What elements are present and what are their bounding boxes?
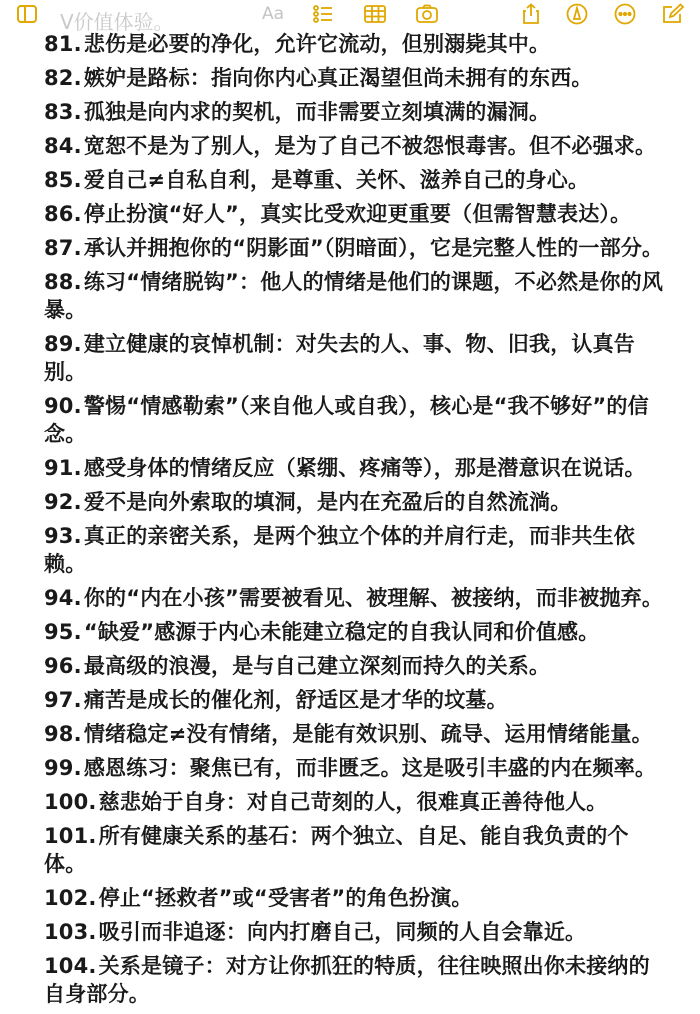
item-number: 87. <box>44 236 82 260</box>
item-text: 真正的亲密关系，是两个独立个体的并肩行走，而非共生依赖。 <box>44 524 636 576</box>
list-item <box>44 234 666 262</box>
notes-toolbar <box>0 0 700 34</box>
item-text: 宽恕不是为了别人，是为了自己不被怨恨毒害。但不必强求。 <box>83 134 657 158</box>
scrolled-text-line: V价值体验。 <box>60 10 174 34</box>
item-text: 爱不是向外索取的填洞，是内在充盈后的自然流淌。 <box>83 490 572 514</box>
item-number: 96. <box>44 654 82 678</box>
item-number: 92. <box>44 490 82 514</box>
list-item <box>44 488 666 516</box>
item-number: 83. <box>44 100 82 124</box>
list-item <box>44 330 666 386</box>
item-text: 孤独是向内求的契机，而非需要立刻填满的漏洞。 <box>83 100 551 124</box>
list-item <box>44 720 666 748</box>
list-item <box>44 884 666 912</box>
table-icon[interactable] <box>362 2 388 26</box>
item-text: 悲伤是必要的净化，允许它流动，但别溺毙其中。 <box>83 32 551 56</box>
text-format-icon[interactable]: Aa <box>262 4 285 24</box>
item-text: 嫉妒是路标：指向你内心真正渴望但尚未拥有的东西。 <box>83 66 593 90</box>
share-icon[interactable] <box>518 2 544 26</box>
item-number: 85. <box>44 168 82 192</box>
item-number: 97. <box>44 688 82 712</box>
list-item <box>44 918 666 946</box>
item-number: 91. <box>44 456 82 480</box>
item-text: 建立健康的哀悼机制：对失去的人、事、物、旧我，认真告别。 <box>44 332 636 384</box>
camera-icon[interactable] <box>414 2 440 26</box>
list-item <box>44 64 666 92</box>
item-text: 感受身体的情绪反应（紧绷、疼痛等），那是潜意识在说话。 <box>83 456 646 480</box>
item-number: 82. <box>44 66 82 90</box>
item-text: 最高级的浪漫，是与自己建立深刻而持久的关系。 <box>83 654 551 678</box>
item-text: 痛苦是成长的催化剂，舒适区是才华的坟墓。 <box>83 688 508 712</box>
item-number: 81. <box>44 32 82 56</box>
item-text: 停止扮演“好人”，真实比受欢迎更重要（但需智慧表达）。 <box>83 202 632 226</box>
item-number: 89. <box>44 332 82 356</box>
item-text: 所有健康关系的基石：两个独立、自足、能自我负责的个体。 <box>44 824 629 876</box>
list-item <box>44 392 666 448</box>
item-number: 93. <box>44 524 82 548</box>
item-number: 98. <box>44 722 82 746</box>
item-number: 99. <box>44 756 82 780</box>
item-number: 90. <box>44 394 82 418</box>
list-item <box>44 454 666 482</box>
list-item <box>44 132 666 160</box>
list-item <box>44 166 666 194</box>
list-item <box>44 584 666 612</box>
item-number: 100. <box>44 790 97 814</box>
item-text: 你的“内在小孩”需要被看见、被理解、被接纳，而非被抛弃。 <box>83 586 664 610</box>
item-text: 爱自己≠自私自利，是尊重、关怀、滋养自己的身心。 <box>83 168 590 192</box>
item-number: 84. <box>44 134 82 158</box>
list-item <box>44 618 666 646</box>
list-item <box>44 652 666 680</box>
item-text: 警惕“情感勒索”（来自他人或自我），核心是“我不够好”的信念。 <box>44 394 649 446</box>
list-item <box>44 788 666 816</box>
item-number: 103. <box>44 920 97 944</box>
checklist-icon[interactable] <box>310 2 336 26</box>
item-text: 练习“情绪脱钩”：他人的情绪是他们的课题，不必然是你的风暴。 <box>44 270 664 322</box>
item-text: 关系是镜子：对方让你抓狂的特质，往往映照出你未接纳的自身部分。 <box>44 954 650 1006</box>
item-text: 停止“拯救者”或“受害者”的角色扮演。 <box>98 886 473 910</box>
list-item <box>44 522 666 578</box>
item-text: 承认并拥抱你的“阴影面”（阴暗面），它是完整人性的一部分。 <box>83 236 664 260</box>
list-item <box>44 200 666 228</box>
more-icon[interactable] <box>612 2 638 26</box>
item-text: 情绪稳定≠没有情绪，是能有效识别、疏导、运用情绪能量。 <box>83 722 653 746</box>
compose-icon[interactable] <box>660 2 686 26</box>
item-number: 94. <box>44 586 82 610</box>
note-body[interactable] <box>44 30 666 1014</box>
item-number: 86. <box>44 202 82 226</box>
list-item <box>44 822 666 878</box>
list-item <box>44 98 666 126</box>
item-number: 101. <box>44 824 97 848</box>
item-number: 95. <box>44 620 82 644</box>
item-number: 104. <box>44 954 97 978</box>
list-item <box>44 268 666 324</box>
item-text: 感恩练习：聚焦已有，而非匮乏。这是吸引丰盛的内在频率。 <box>83 756 657 780</box>
sidebar-icon[interactable] <box>14 2 40 26</box>
item-number: 102. <box>44 886 97 910</box>
item-text: 慈悲始于自身：对自己苛刻的人，很难真正善待他人。 <box>98 790 608 814</box>
markup-icon[interactable] <box>564 2 590 26</box>
item-number: 88. <box>44 270 82 294</box>
item-text: 吸引而非追逐：向内打磨自己，同频的人自会靠近。 <box>98 920 587 944</box>
list-item <box>44 952 666 1008</box>
list-item <box>44 30 666 58</box>
list-item <box>44 686 666 714</box>
list-item <box>44 754 666 782</box>
item-text: “缺爱”感源于内心未能建立稳定的自我认同和价值感。 <box>83 620 600 644</box>
